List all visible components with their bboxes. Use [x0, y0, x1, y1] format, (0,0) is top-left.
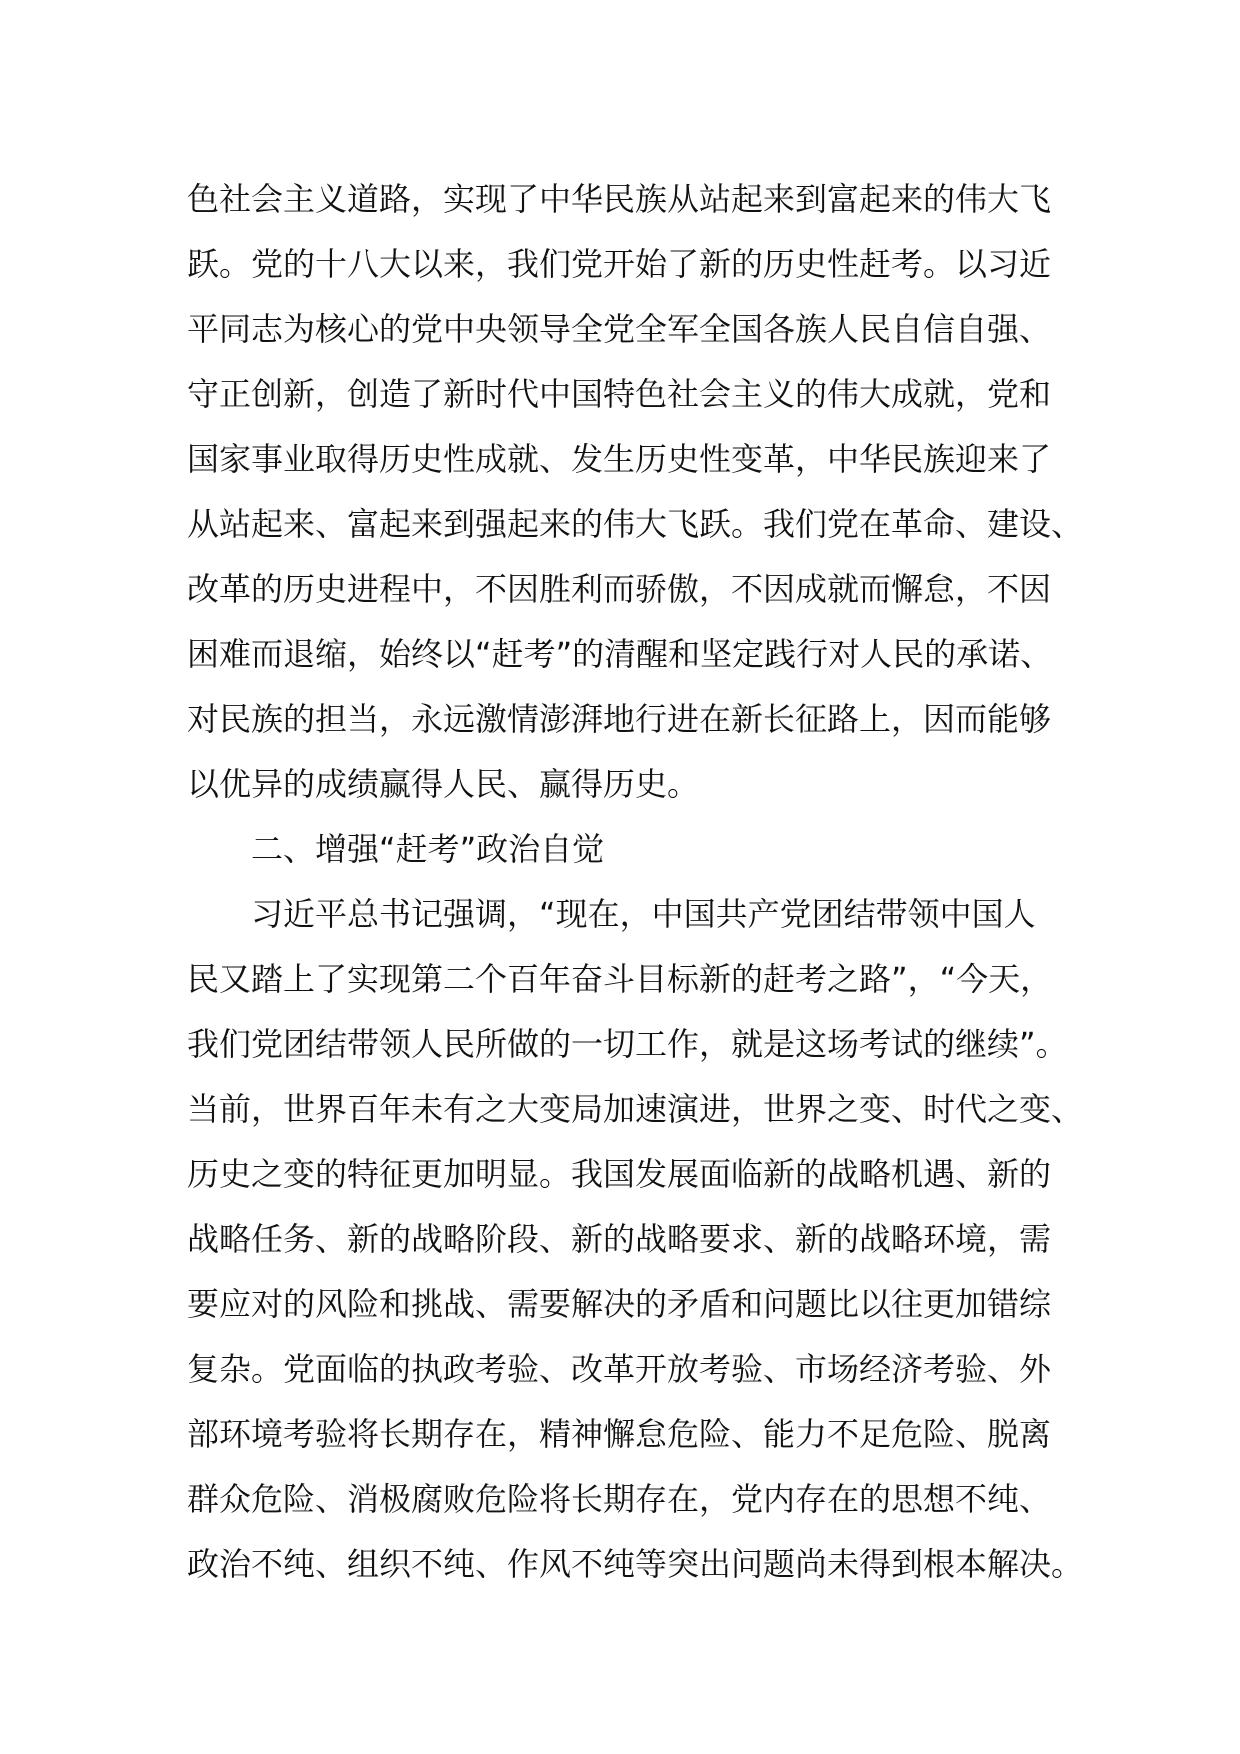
text-line: 从站起来、富起来到强起来的伟大飞跃。我们党在革命、建设、 — [187, 505, 1084, 543]
text-line: 对民族的担当，永远激情澎湃地行进在新长征路上，因而能够 — [187, 700, 1052, 738]
text-line: 改革的历史进程中，不因胜利而骄傲，不因成就而懈怠，不因 — [187, 570, 1052, 608]
text-line: 以优异的成绩赢得人民、赢得历史。 — [187, 765, 700, 803]
text-line: 当前，世界百年未有之大变局加速演进，世界之变、时代之变、 — [187, 1090, 1084, 1128]
text-line: 困难而退缩，始终以“赶考”的清醒和坚定践行对人民的承诺、 — [187, 635, 1053, 673]
text-line: 国家事业取得历史性成就、发生历史性变革，中华民族迎来了 — [187, 440, 1052, 478]
text-line: 要应对的风险和挑战、需要解决的矛盾和问题比以往更加错综 — [187, 1285, 1052, 1323]
text-line: 习近平总书记强调，“现在，中国共产党团结带领中国人 — [251, 895, 1036, 933]
body-text — [187, 167, 1087, 1597]
text-line: 跃。党的十八大以来，我们党开始了新的历史性赶考。以习近 — [187, 245, 1052, 283]
section-heading: 二、增强“赶考”政治自觉 — [251, 830, 605, 868]
text-line: 守正创新，创造了新时代中国特色社会主义的伟大成就，党和 — [187, 375, 1052, 413]
text-line: 民又踏上了实现第二个百年奋斗目标新的赶考之路”，“今天， — [187, 960, 1053, 998]
text-line: 群众危险、消极腐败危险将长期存在，党内存在的思想不纯、 — [187, 1480, 1052, 1518]
text-line: 色社会主义道路，实现了中华民族从站起来到富起来的伟大飞 — [187, 180, 1052, 218]
text-line: 政治不纯、组织不纯、作风不纯等突出问题尚未得到根本解决。 — [187, 1545, 1084, 1583]
text-line: 部环境考验将长期存在，精神懈怠危险、能力不足危险、脱离 — [187, 1415, 1052, 1453]
text-line: 平同志为核心的党中央领导全党全军全国各族人民自信自强、 — [187, 310, 1052, 348]
text-line: 复杂。党面临的执政考验、改革开放考验、市场经济考验、外 — [187, 1350, 1052, 1388]
text-line: 历史之变的特征更加明显。我国发展面临新的战略机遇、新的 — [187, 1155, 1052, 1193]
text-line: 战略任务、新的战略阶段、新的战略要求、新的战略环境，需 — [187, 1220, 1052, 1258]
text-line: 我们党团结带领人民所做的一切工作，就是这场考试的继续”。 — [187, 1025, 1068, 1063]
